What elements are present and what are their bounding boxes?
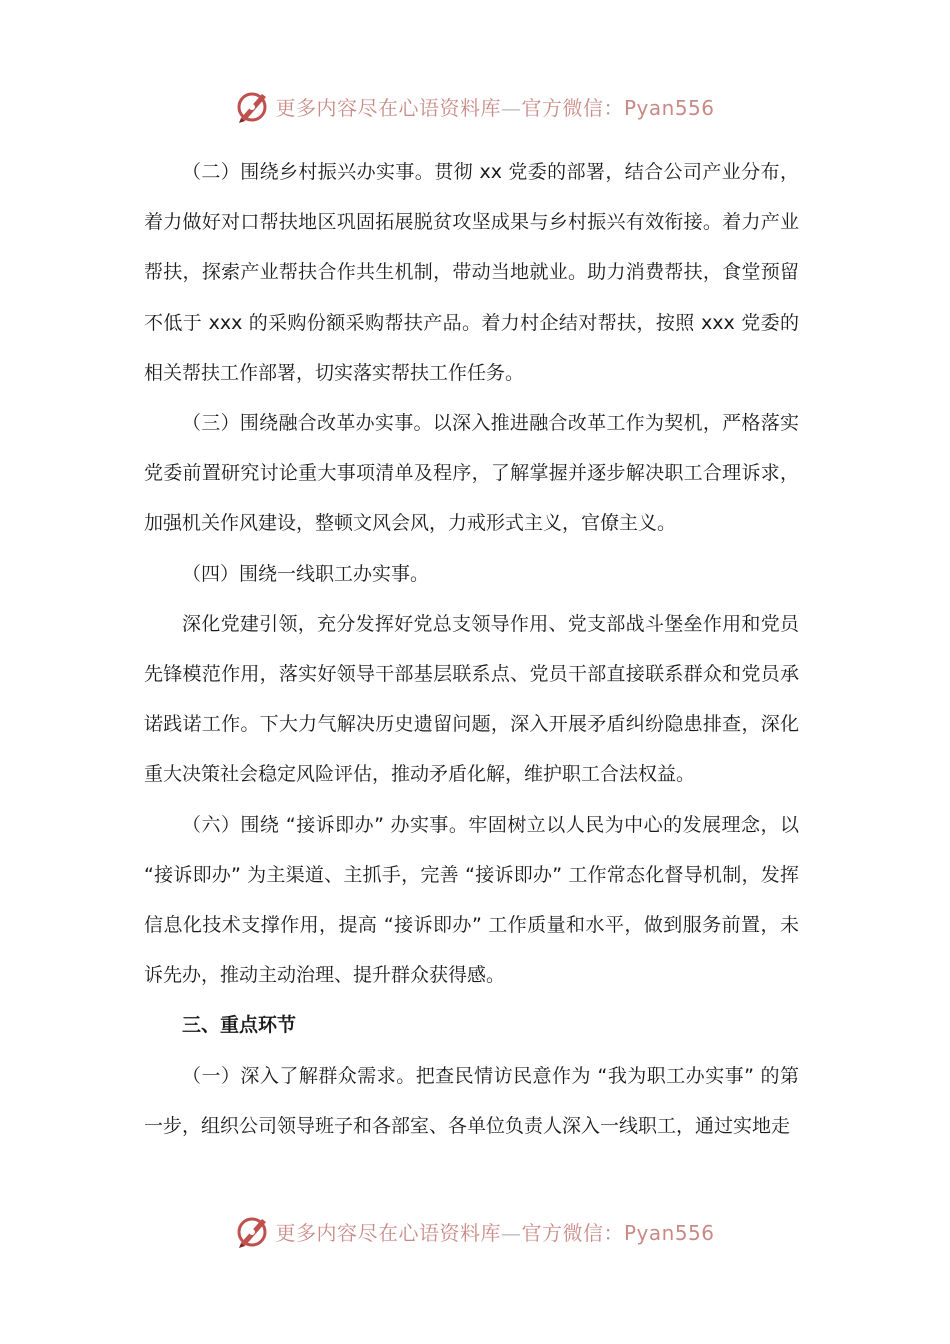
watermark-site-text: 更多内容尽在心语资料库 [275, 1220, 501, 1245]
watermark-text [275, 92, 714, 121]
watermark-separator: — [500, 1220, 522, 1245]
watermark-banner-bottom [0, 1211, 950, 1251]
paragraph-integration-reform: （三）围绕融合改革办实事。以深入推进融合改革工作为契机，严格落实党委前置研究讨论重大事项清单及程序，了解掌握并逐步解决职工合理诉求，加强机关作风建设，整顿文风会风，力戒形式主义，官僚主义。 [144, 412, 799, 535]
pen-circle-logo-icon [235, 88, 271, 124]
paragraph-complaint-handling: （六）围绕 “接诉即办” 办实事。牢固树立以人民为中心的发展理念，以 “接诉即办” 为主渠道、主抓手，完善 “接诉即办” 工作常态化督导机制，发挥信息化技术支撑作用，提高 “接诉即办” 工作质量和水平，做到服务前置，未诉先办，推动主动治理、提升群众获得感。 [144, 813, 799, 987]
paragraph-frontline-staff: （四）围绕一线职工办实事。 [182, 562, 430, 585]
watermark-site-text: 更多内容尽在心语资料库 [275, 95, 501, 120]
watermark-wechat-label: 官方微信： [521, 95, 624, 120]
paragraph-understand-needs: （一）深入了解群众需求。把查民情访民意作为 “我为职工办实事” 的第一步，组织公司领导班子和各部室、各单位负责人深入一线职工，通过实地走 [144, 1064, 799, 1137]
watermark-separator: — [500, 95, 522, 120]
section-heading-key-links: 三、重点环节 [182, 1014, 297, 1037]
watermark-text [275, 1217, 714, 1246]
watermark-banner-top [0, 86, 950, 126]
watermark-wechat-id: Pyan556 [623, 95, 715, 120]
pen-circle-logo-icon [235, 1213, 271, 1249]
watermark-wechat-id: Pyan556 [623, 1220, 715, 1245]
watermark-wechat-label: 官方微信： [521, 1220, 624, 1245]
paragraph-rural-revitalization: （二）围绕乡村振兴办实事。贯彻 xx 党委的部署，结合公司产业分布，着力做好对口帮扶地区巩固拓展脱贫攻坚成果与乡村振兴有效衔接。着力产业帮扶，探索产业帮扶合作共生机制，带动当地就业。助力消费帮扶，食堂预留不低于 xxx 的采购份额采购帮扶产品。着力村企结对帮扶，按照 xxx 党委的相关帮扶工作部署，切实落实帮扶工作任务。 [144, 161, 799, 384]
paragraph-party-building: 深化党建引领，充分发挥好党总支领导作用、党支部战斗堡垒作用和党员先锋模范作用，落实好领导干部基层联系点、党员干部直接联系群众和党员承诺践诺工作。下大力气解决历史遗留问题，深入开展矛盾纠纷隐患排查，深化重大决策社会稳定风险评估，推动矛盾化解，维护职工合法权益。 [144, 612, 799, 786]
document-body [144, 147, 799, 1151]
